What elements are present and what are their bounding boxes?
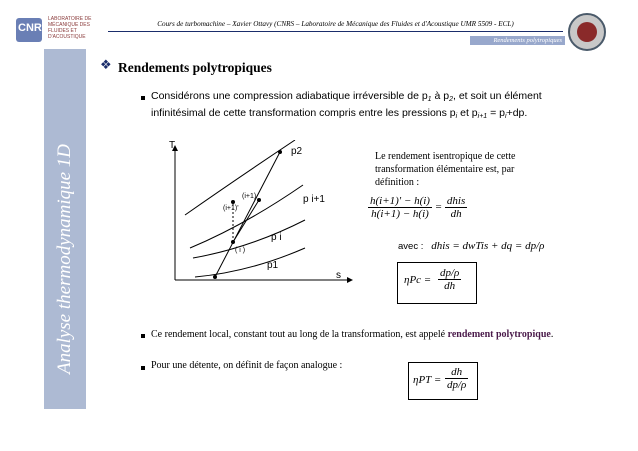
header-divider [108, 31, 563, 32]
isentropic-definition-text: Le rendement isentropique de cette transformation élémentaire est, par définition : [375, 151, 516, 188]
isentropic-efficiency-equation: $\frac{h(i+1)' - h(i)}{h(i+1) - h(i)}$ = $\frac{\text{dhis}}{dh}$ [370, 195, 466, 220]
expansion-text: Pour une détente, on définit de façon analogue : [151, 360, 343, 371]
bullet-icon [141, 96, 145, 100]
logo-text: CNRS [18, 22, 50, 34]
section-banner [470, 36, 565, 45]
t-axis-label: T [169, 140, 176, 151]
intro-paragraph: Considérons une compression adiabatique irréversible de $p_1$ à $p_2$, et soit un élément infinitésimal de cette transformation compris entre les pressions $p_i$ et $p_{i+1} = p_i+dp$. [151, 90, 542, 120]
slide-title: Rendements polytropiques [118, 60, 272, 75]
label-point-i1: (i+1) [242, 193, 257, 200]
avec-equation: dhis = dwTis + dq = dp/ρ [431, 240, 545, 252]
s-axis-label: s [336, 270, 341, 281]
label-point-i1s: (i+1)' [223, 205, 239, 212]
sidebar [44, 49, 86, 409]
avec-row [398, 240, 544, 252]
label-point-i: ( i ) [235, 247, 246, 254]
section-banner-label: Rendements polytropiques [493, 37, 562, 44]
label-p1: p1 [267, 260, 279, 271]
isobar-p1 [195, 248, 305, 277]
diamond-bullet-icon: ❖ [100, 58, 112, 73]
process-line [215, 152, 280, 277]
label-p2: p2 [291, 146, 303, 157]
ecl-emblem-icon [568, 13, 606, 51]
ts-diagram [155, 140, 355, 290]
cnrs-logo [12, 14, 107, 46]
label-pi: p i [271, 232, 282, 243]
lab-logo-text: LABORATOIRE DE MÉCANIQUE DES FLUIDES ET D'ACOUSTIQUE [48, 16, 92, 40]
avec-label: avec : [398, 241, 424, 252]
polytropic-definition-text: Ce rendement local, constant tout au long de la transformation, est appelé rendement polytropique. [151, 329, 554, 340]
bullet-icon [141, 334, 145, 338]
sidebar-vertical-title: Analyse thermodynamique 1D [54, 143, 75, 375]
compression-polytropic-box: ηPc = $\frac{dp/\rho}{dh}$ [397, 262, 477, 304]
bullet-icon [141, 366, 145, 370]
expansion-polytropic-box: ηPT = $\frac{dh}{dp/\rho}$ [408, 362, 478, 400]
label-pi1: p i+1 [303, 194, 325, 205]
course-header: Cours de turbomachine – Xavier Ottavy (CNRS – Laboratoire de Mécanique des Fluides et d'Acoustique UMR 5509 - ECL) [157, 20, 514, 28]
